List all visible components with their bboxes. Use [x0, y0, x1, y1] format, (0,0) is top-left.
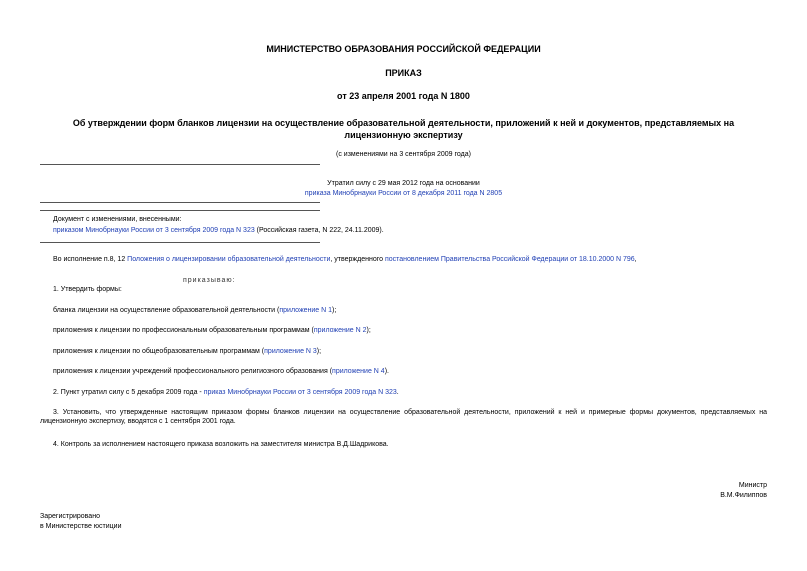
intro-text: Во исполнение п.8, 12 — [53, 256, 128, 263]
form-text: ). — [384, 368, 389, 375]
form-item-1 — [53, 306, 336, 315]
registration-line-1: Зарегистрировано — [40, 513, 100, 520]
appendix-4-link[interactable]: приложение N 4 — [332, 368, 385, 375]
item-2-text: 2. Пункт утратил силу с 5 декабря 2009 года - — [53, 389, 204, 396]
ministry-heading: МИНИСТЕРСТВО ОБРАЗОВАНИЯ РОССИЙСКОЙ ФЕДЕРАЦИИ — [266, 44, 541, 54]
amendments-note: (с изменениями на 3 сентября 2009 года) — [336, 151, 471, 158]
order-word: приказываю: — [183, 277, 236, 284]
regulation-link[interactable]: Положения о лицензировании образовательной деятельности — [127, 256, 331, 263]
form-text: ); — [366, 327, 371, 334]
registration-line-2: в Министерстве юстиции — [40, 523, 122, 530]
form-item-4 — [53, 367, 389, 376]
divider — [40, 202, 320, 203]
lost-force-order-link[interactable]: приказа Минобрнауки России от 8 декабря 2011 года N 2805 — [304, 190, 503, 197]
intro-text: , — [634, 256, 637, 263]
divider — [40, 164, 320, 165]
item-4: 4. Контроль за исполнением настоящего приказа возложить на заместителя министра В.Д.Шадрикова. — [53, 441, 389, 448]
appendix-1-link[interactable]: приложение N 1 — [279, 307, 333, 314]
changes-source: (Российская газета, N 222, 24.11.2009). — [254, 227, 384, 234]
form-item-2 — [53, 326, 371, 335]
appendix-3-link[interactable]: приложение N 3 — [264, 348, 317, 355]
lost-force-line — [250, 189, 557, 198]
divider — [40, 210, 320, 211]
changes-order-link[interactable]: приказом Минобрнауки России от 3 сентября 2009 года N 323 — [53, 227, 255, 234]
form-text: приложения к лицензии учреждений профессионального религиозного образования ( — [53, 368, 333, 375]
form-text: приложения к лицензии по общеобразовательным программам ( — [53, 348, 265, 355]
divider — [40, 242, 320, 243]
document-title: Об утверждении форм бланков лицензии на осуществление образовательной деятельности, приложений к ней и документов, представляемых на лицензионную экспертизу — [72, 118, 735, 140]
government-decree-link[interactable]: постановлением Правительства Российской Федерации от 18.10.2000 N 796 — [384, 256, 635, 263]
item-2-order-link[interactable]: приказ Минобрнауки России от 3 сентября 2009 года N 323 — [203, 389, 397, 396]
changes-line — [53, 226, 384, 235]
intro-text: , утвержденного — [330, 256, 385, 263]
item-3: 3. Установить, что утвержденные настоящим приказом формы бланков лицензии на осуществление образовательной деятельности, приложений к ней и примерные формы документов, представляемых на лицензионную экспертизу, вводятся с 1 сентября 2001 года. — [40, 409, 767, 425]
doc-type-heading: ПРИКАЗ — [385, 68, 422, 78]
lost-force-text: Утратил силу с 29 мая 2012 года на основании — [327, 180, 480, 187]
form-text: ); — [316, 348, 322, 355]
item-2 — [53, 388, 399, 397]
changes-label: Документ с изменениями, внесенными: — [53, 216, 182, 223]
appendix-2-link[interactable]: приложение N 2 — [313, 327, 367, 334]
form-item-3 — [53, 347, 321, 356]
form-text: ); — [332, 307, 337, 314]
signature-position: Министр — [738, 482, 767, 489]
form-text: бланка лицензии на осуществление образовательной деятельности ( — [53, 307, 280, 314]
form-text: приложения к лицензии по профессиональным образовательным программам ( — [53, 327, 314, 334]
date-number-heading: от 23 апреля 2001 года N 1800 — [337, 91, 470, 101]
item-1: 1. Утвердить формы: — [53, 286, 122, 293]
signature-name: В.М.Филиппов — [720, 492, 767, 499]
intro-paragraph — [53, 255, 637, 264]
item-2-text: . — [396, 389, 399, 396]
